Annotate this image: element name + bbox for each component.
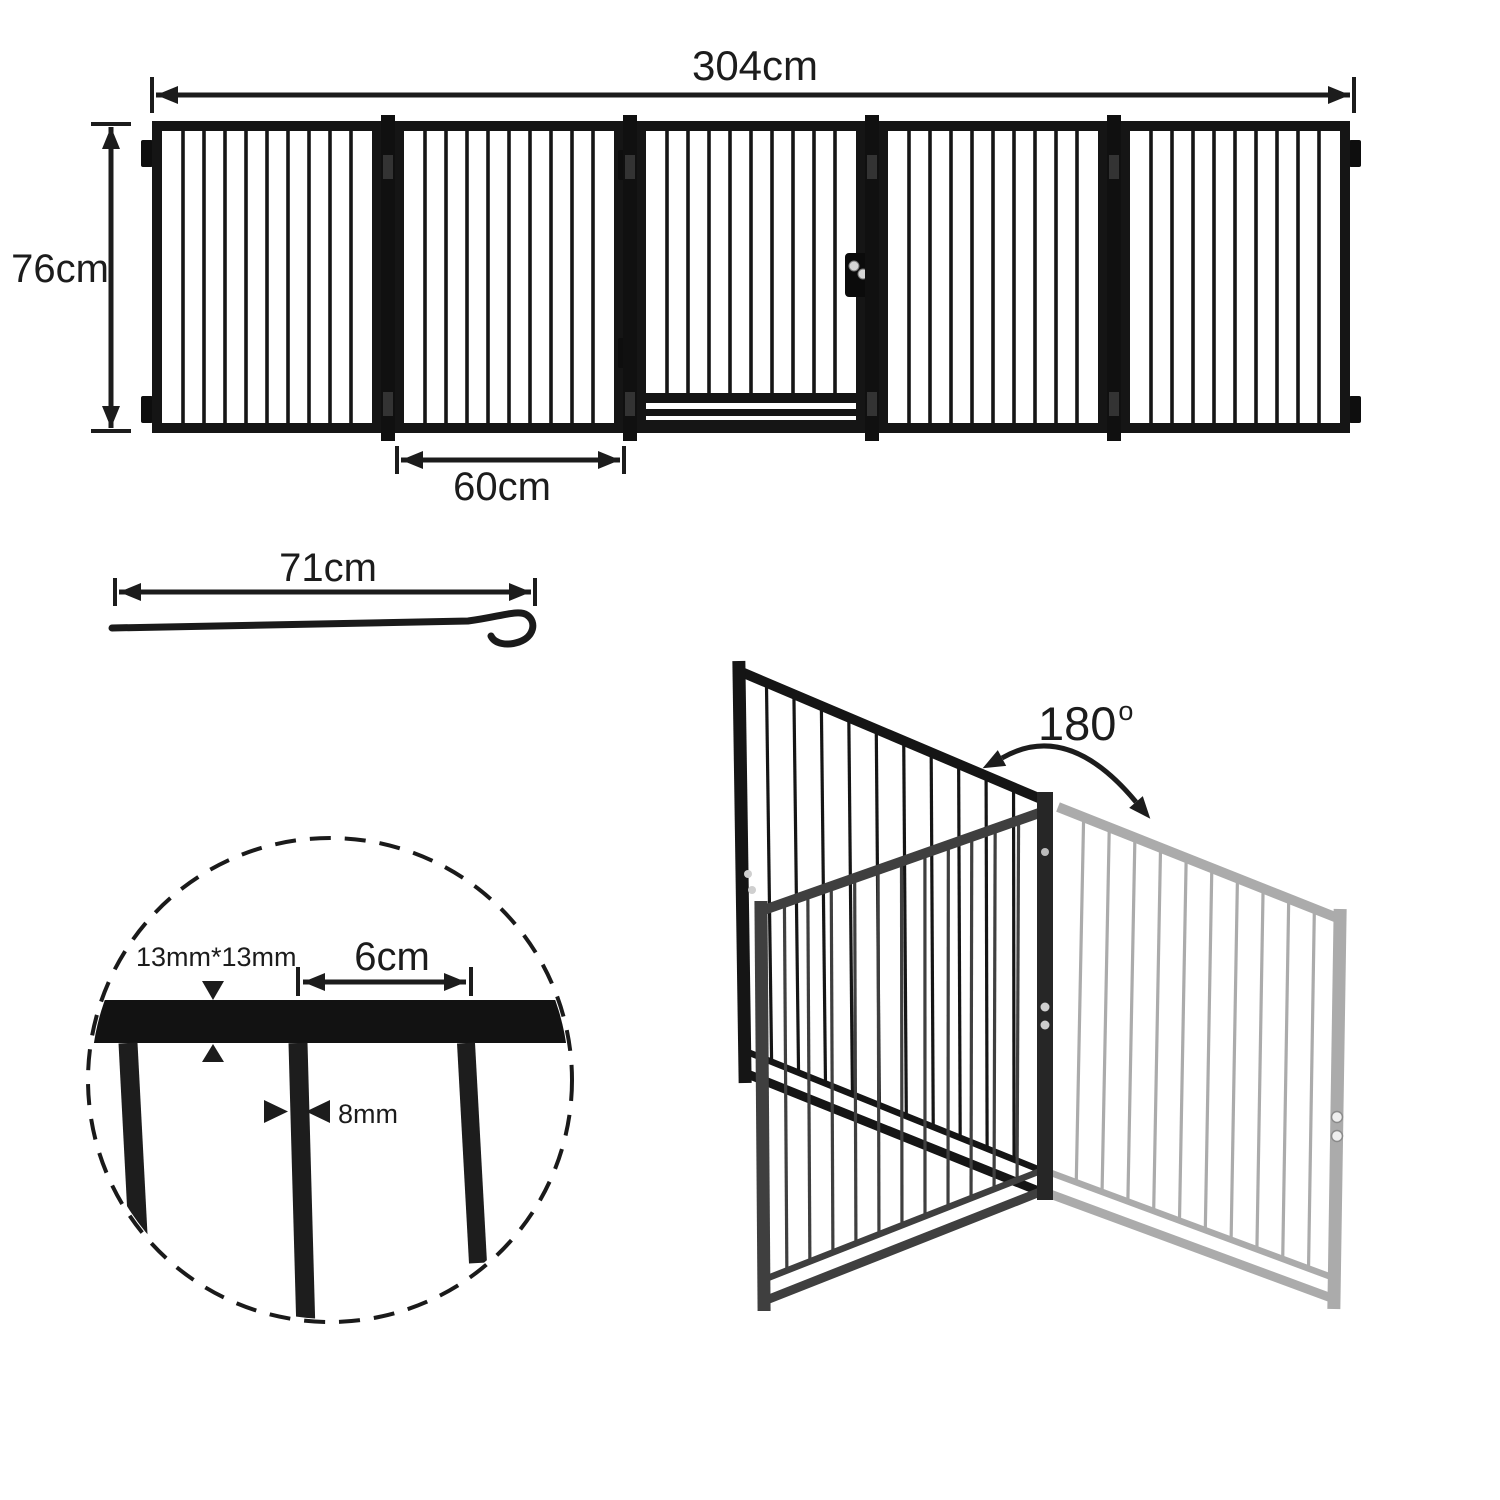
hinge-knuckle: [867, 392, 877, 416]
detail-photo: [90, 1000, 572, 1333]
total-width-label: 304cm: [691, 42, 819, 89]
detail-dashed-border: [88, 838, 572, 1322]
fence-panel-4: [883, 126, 1103, 428]
fence-panel-3: [618, 126, 871, 428]
degree-symbol: o: [1118, 696, 1134, 726]
panel-ghost-rotated: [1050, 807, 1343, 1309]
fence-panel-5: [1125, 126, 1345, 428]
frame-thickness-arrow-up: [202, 1044, 224, 1062]
ground-stake-view: [112, 546, 535, 644]
wall-mount-tab: [141, 396, 153, 423]
rotation-annotation: [983, 696, 1151, 819]
arc-arrowhead-left: [983, 750, 1007, 768]
bar-width-arrow-right: [264, 1100, 288, 1123]
dimension-height: [11, 124, 131, 431]
hinge-knuckle: [383, 155, 393, 179]
frame-thickness-arrow-down: [202, 981, 224, 1000]
hinge-knuckle: [383, 392, 393, 416]
rotation-angle-label: [1038, 696, 1133, 750]
hinge-knuckle: [1109, 155, 1119, 179]
detail-bar: [466, 1043, 478, 1263]
hinge-post: [1041, 792, 1050, 1200]
wall-mount-tab: [1349, 140, 1361, 167]
frame-size-label: 13mm*13mm: [136, 942, 297, 972]
dimension-panel-width: [397, 446, 624, 509]
angle-value: 180: [1038, 697, 1117, 750]
hinge-knuckle: [867, 155, 877, 179]
detail-top-rail: [90, 1000, 572, 1043]
wall-mount-tab: [1349, 396, 1361, 423]
panel-swinging-front: [761, 812, 1042, 1311]
bar-diameter-label: 8mm: [338, 1099, 398, 1129]
hinge-knuckle: [625, 155, 635, 179]
hinge-knuckle: [625, 392, 635, 416]
rotation-illustration: [739, 661, 1343, 1311]
fence-panel-1: [157, 126, 377, 428]
detail-zoom-circle: [88, 838, 572, 1333]
detail-bar: [298, 1043, 306, 1333]
detail-bar: [128, 1043, 141, 1292]
fence-panel-2: [399, 126, 619, 428]
dimension-total-width: [152, 42, 1354, 113]
height-label: 76cm: [11, 247, 109, 291]
fence-front-view: [141, 115, 1361, 441]
panel-width-label: 60cm: [453, 465, 551, 509]
wall-mount-tab: [141, 140, 153, 167]
hinge-knuckle: [1109, 392, 1119, 416]
bar-spacing-label: 6cm: [354, 935, 430, 979]
ground-stake: [112, 613, 533, 644]
stake-length-label: 71cm: [279, 546, 377, 590]
